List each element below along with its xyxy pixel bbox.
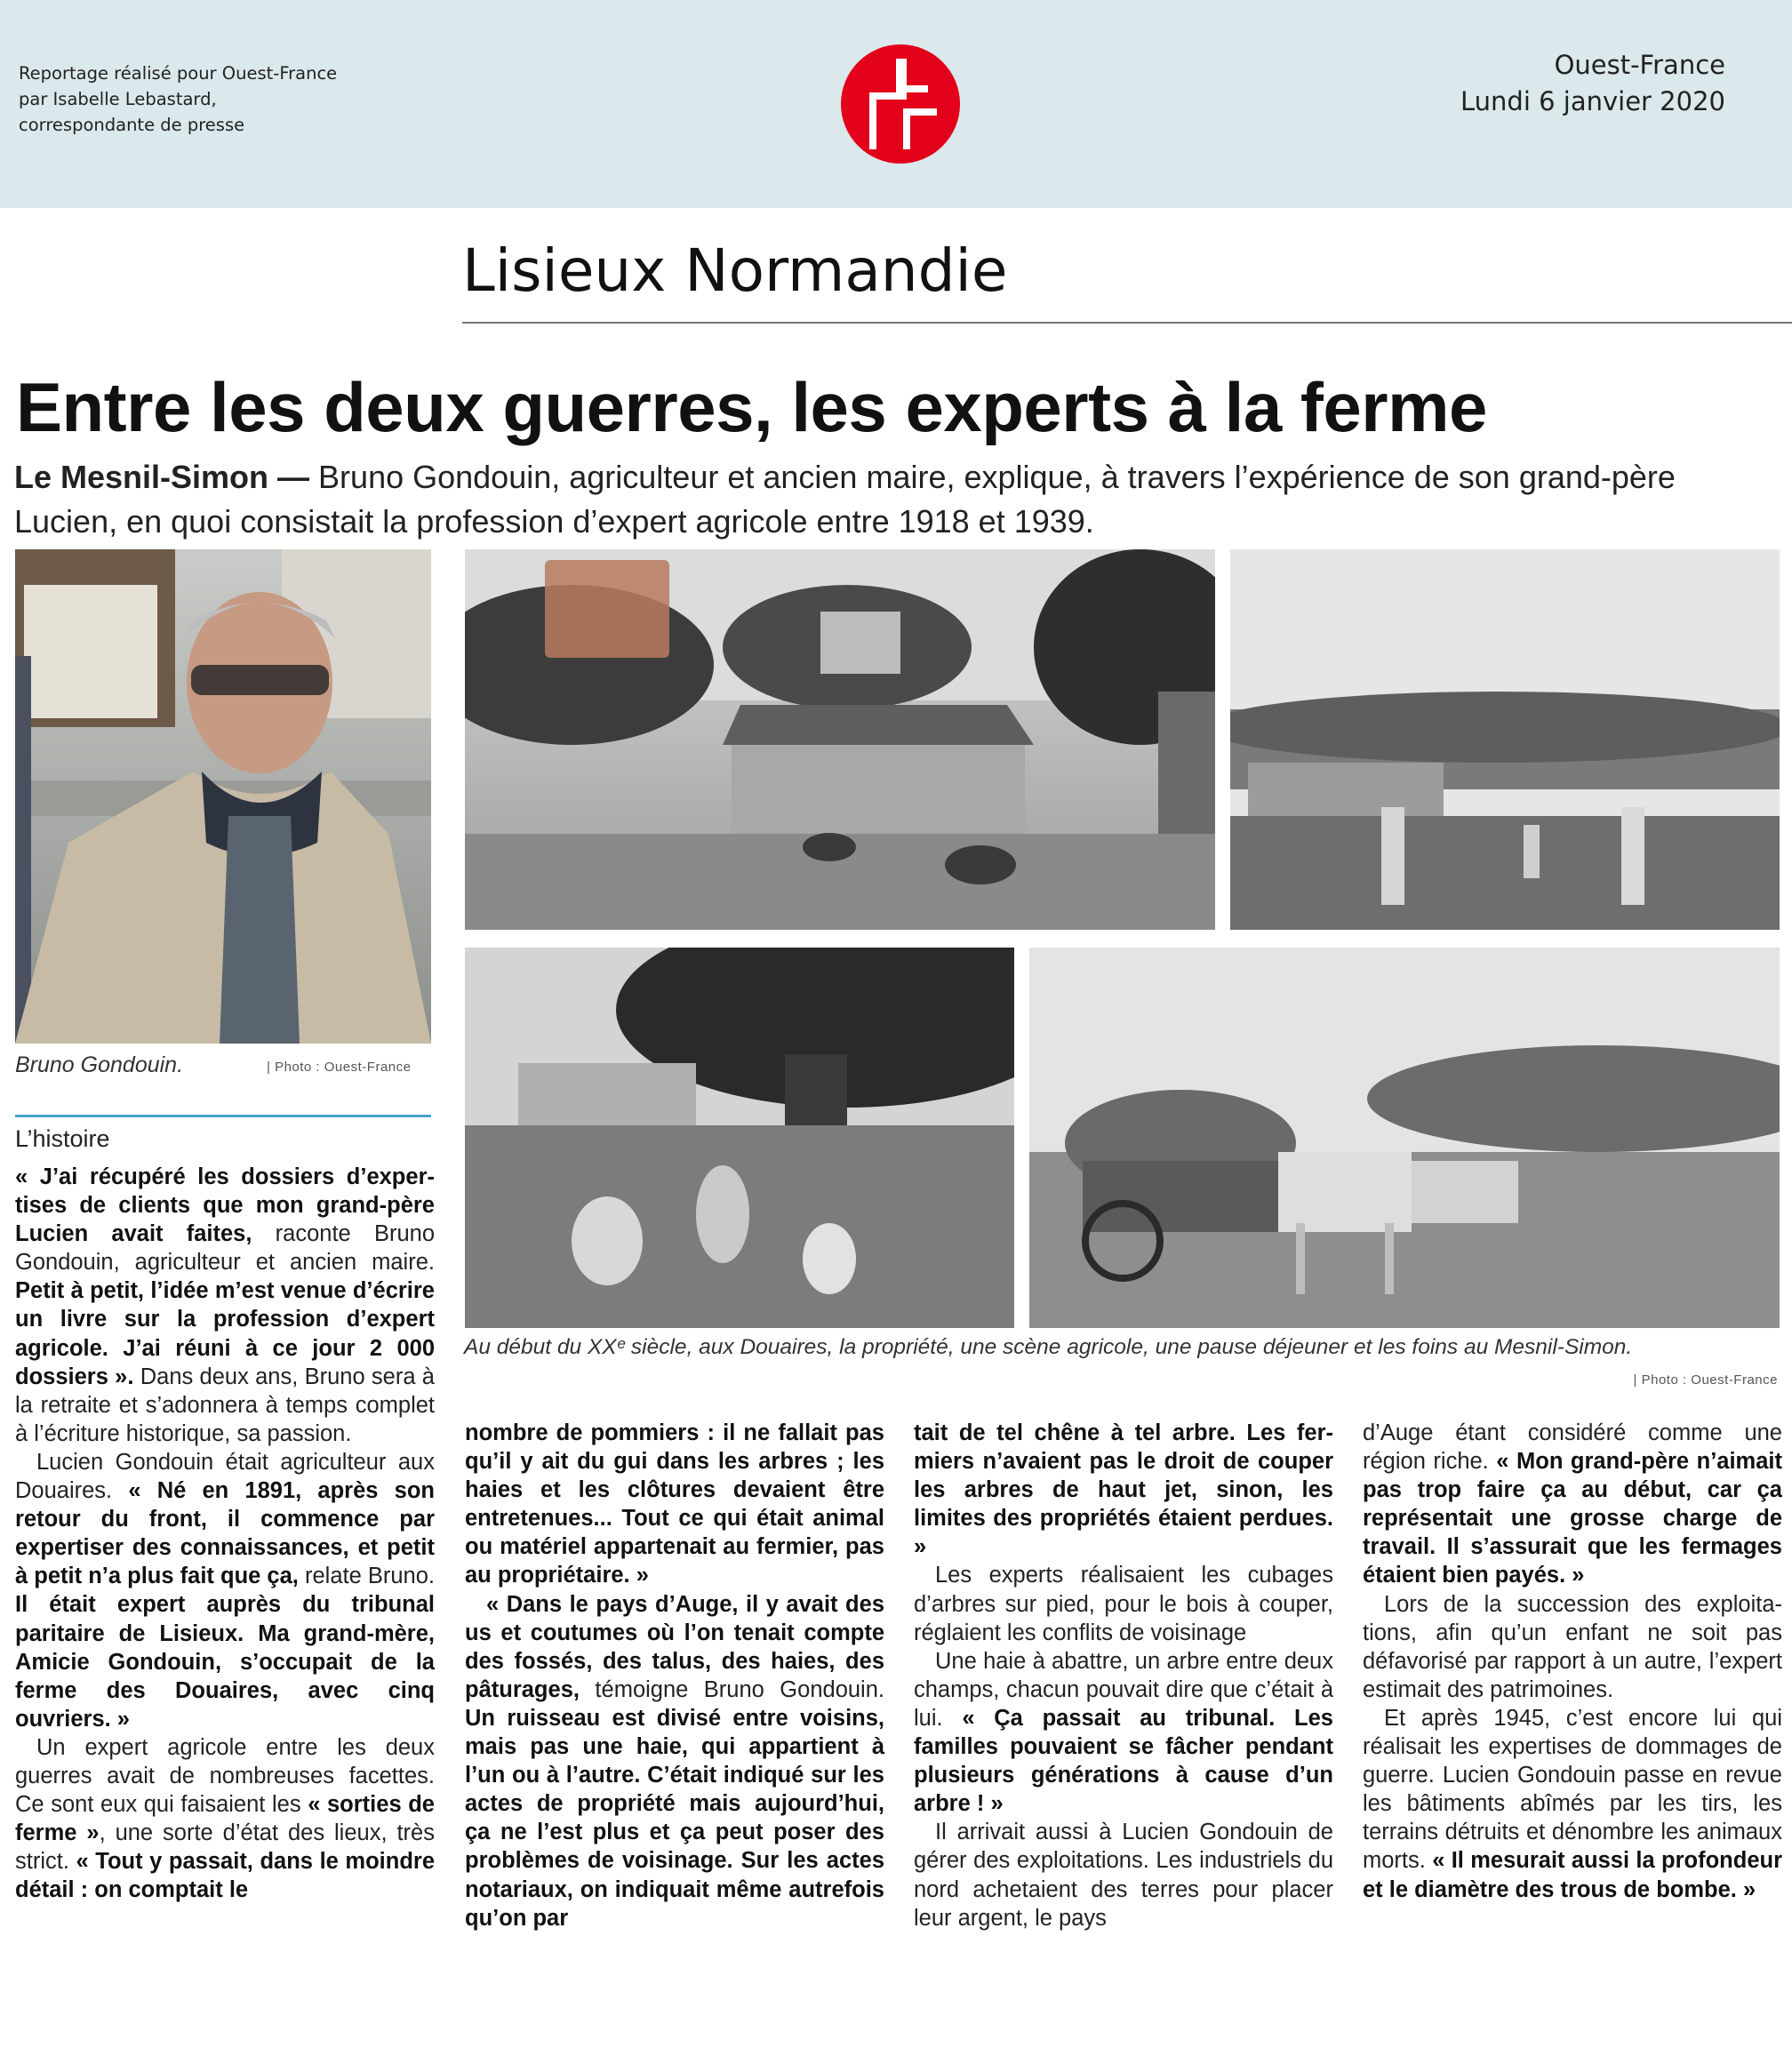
portrait-caption: Bruno Gondouin.: [15, 1052, 184, 1077]
article-paragraph: [914, 1818, 1333, 1932]
quote-text: « Ça passait au tribunal. Les familles pouvaient se fâcher pendant plusieurs générations à cause d’un arbre ! »: [914, 1705, 1333, 1817]
article-paragraph: [15, 1448, 435, 1733]
section-title: Lisieux Normandie: [462, 236, 1008, 305]
farm-property-photo: [465, 549, 1215, 930]
publication-date: Lundi 6 janvier 2020: [1460, 86, 1725, 116]
body-text: raconte Bruno Gondouin, agriculteur et ancien maire.: [15, 1221, 435, 1276]
article-headline: Entre les deux guerres, les experts à la ferme: [16, 368, 1487, 446]
article-column-3: [914, 1419, 1333, 1932]
body-text: Dans deux ans, Bruno sera à la retraite et s’adonnera à temps complet à l’écriture historique, sa passion.: [15, 1364, 435, 1446]
article-column-2: [465, 1419, 884, 1932]
body-text: , une sorte d’état des lieux, très strict.: [15, 1820, 435, 1875]
body-text: d’Auge étant considéré comme une région riche.: [1363, 1420, 1782, 1475]
quote-text: Petit à petit, l’idée m’est venue d’écrire un livre sur la profession d’expert agricole. J’ai réuni à ce jour 2 000 dossiers ».: [15, 1278, 435, 1389]
quote-text: Un ruisseau est divisé entre voisins, mais pas une haie, qui appartient à l’un ou à l’autre. C’était indiqué sur les actes de propriété mais aujourd’hui, ça ne l’est plus et ça peut poser des problèmes de voisinage. Sur les actes notariaux, on indiquait même autrefois qu’on par: [465, 1705, 884, 1931]
body-text: Un expert agricole entre les deux guerres avait de nombreuses facettes. Ce sont eux qui faisaient les: [15, 1734, 435, 1818]
credit-line: Reportage réalisé pour Ouest-France: [19, 63, 338, 84]
body-text: Et après 1945, c’est encore lui qui réalisait les expertises de dommages de guerre. Lucien Gondouin passe en revue les bâtiments abîmés par les tirs, les terrains détruits et dénombre les animaux morts.: [1363, 1705, 1782, 1874]
story-kicker: L’histoire: [15, 1125, 110, 1152]
article-paragraph: [914, 1647, 1333, 1819]
quote-text: nombre de pommiers : il ne fallait pas qu’il y ait du gui dans les arbres ; les haies et les clôtures devaient être entretenues... Tout ce qui était animal ou matériel appartenait au fermier, pas au propriétaire. »: [465, 1420, 884, 1588]
dateline-place: Le Mesnil-Simon —: [14, 459, 310, 495]
body-text: relate Bruno.: [298, 1564, 436, 1589]
publication-info: [1460, 47, 1725, 120]
quote-text: tait de tel chêne à tel arbre. Les fermiers n’avaient pas le droit de couper les arbres de haut jet, sinon, les limites des propriétés étaient perdues. »: [914, 1420, 1333, 1560]
article-paragraph: [1363, 1704, 1782, 1904]
lunch-break-photo: [465, 948, 1014, 1328]
standfirst-text: Bruno Gondouin, agriculteur et ancien maire, explique, à travers l’expérience de son grand-père Lucien, en quoi consistait la profession d’expert agricole entre 1918 et 1939.: [14, 459, 1676, 540]
publication-name: Ouest-France: [1554, 50, 1725, 80]
portrait-photo: [15, 549, 431, 1044]
quote-text: Il était expert auprès du tribunal paritaire de Lisieux. Ma grand-mère, Amicie Gondouin, s’occupait de la ferme des Douaires, avec cinq ouvriers. »: [15, 1592, 435, 1732]
body-text: Lucien Gondouin était agriculteur aux Douaires.: [15, 1449, 435, 1504]
ouest-france-logo-icon: [841, 44, 960, 164]
article-column-1: [15, 1163, 435, 1904]
article-paragraph: [15, 1733, 435, 1905]
photos-caption: Au début du XXᵉ siècle, aux Douaires, la propriété, une scène agricole, une pause déjeuner et les foins au Mesnil-Simon.: [464, 1335, 1633, 1359]
photos-credit: | Photo : Ouest-France: [1633, 1372, 1778, 1388]
credit-line: par Isabelle Lebastard,: [19, 89, 217, 109]
article-standfirst: [14, 455, 1756, 544]
body-text: Lors de la succession des exploitations, afin qu’un enfant ne soit pas défavorisé par rapport à un autre, l’expert estimait des patrimoines.: [1363, 1591, 1782, 1702]
body-text: témoigne Bruno Gondouin.: [579, 1676, 884, 1702]
article-paragraph: [914, 1561, 1333, 1646]
article-paragraph: [1363, 1419, 1782, 1590]
kicker-rule: [15, 1115, 431, 1117]
farm-scene-photo: [1230, 549, 1780, 930]
section-rule: [462, 322, 1792, 324]
credit-line: correspondante de presse: [19, 115, 245, 135]
reporter-credit: [19, 60, 374, 138]
article-paragraph: [914, 1419, 1333, 1561]
article-paragraph: [465, 1590, 884, 1932]
body-text: Les experts réalisaient les cubages d’arbres sur pied, pour le bois à couper, réglaient les conflits de voisinage: [914, 1563, 1333, 1645]
quote-text: « Né en 1891, après son retour du front, il commence par expertiser des connaissances, et petit à petit n’a plus fait que ça,: [15, 1478, 435, 1589]
quote-text: « Tout y passait, dans le moindre détail : on comptait le: [15, 1849, 436, 1903]
quote-text: « sorties de ferme »: [15, 1792, 435, 1846]
portrait-photo-credit: | Photo : Ouest-France: [267, 1060, 412, 1075]
haymaking-photo: [1029, 948, 1780, 1328]
body-text: Une haie à abattre, un arbre entre deux champs, chacun pouvait dire que c’était à lui.: [914, 1648, 1333, 1731]
article-paragraph: [465, 1419, 884, 1590]
article-column-4: [1363, 1419, 1782, 1904]
body-text: Il arrivait aussi à Lucien Gondouin de gérer des exploitations. Les industriels du nord achetaient des terres pour placer leur argent, le pays: [914, 1820, 1333, 1931]
article-paragraph: [15, 1163, 435, 1448]
quote-text: « Il mesurait aussi la profondeur et le diamètre des trous de bombe. »: [1363, 1848, 1782, 1902]
article-paragraph: [1363, 1590, 1782, 1704]
top-banner: [0, 0, 1792, 208]
quote-text: « Mon grand-père n’aimait pas trop faire ça au début, car ça représentait une grosse charge de travail. Il s’assurait que les fermages étaient bien payés. »: [1363, 1449, 1782, 1588]
quote-text: « J’ai récupéré les dossiers d’expertises de clients que mon grand-père Lucien avait faites,: [15, 1164, 435, 1247]
quote-text: « Dans le pays d’Auge, il y avait des us et coutumes où l’on tenait compte des fossés, des talus, des haies, des pâturages,: [465, 1591, 884, 1702]
